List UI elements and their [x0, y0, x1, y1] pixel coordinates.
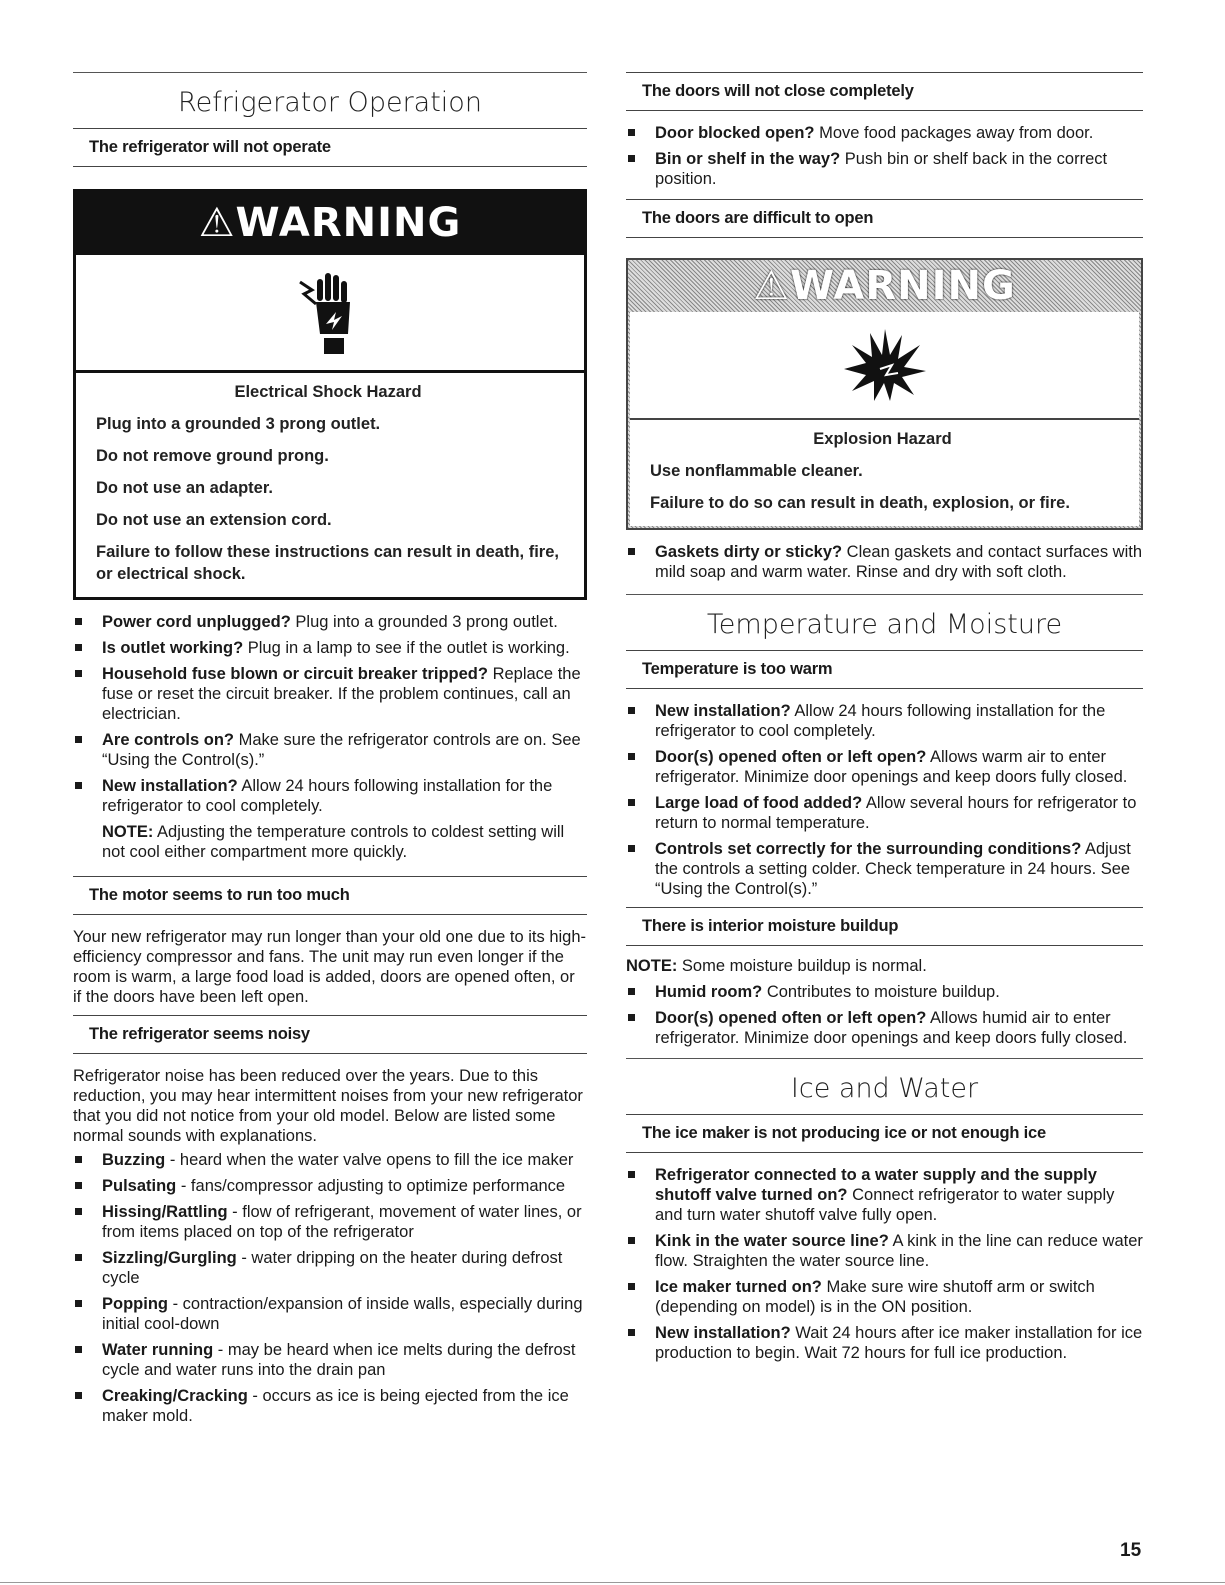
paragraph-motor: Your new refrigerator may run longer than your old one due to its high-efficiency compressor and fans. The unit may run even longer if the room is warm, a large food load is added, doors are opened often, or if the doors have been left open. [73, 928, 587, 1006]
list-item: Kink in the water source line? A kink in the line can reduce water flow. Straighten the water source line. [626, 1231, 1143, 1271]
bottom-rule [0, 1582, 1225, 1583]
list-moisture [626, 982, 1143, 1048]
electrical-shock-icon [76, 255, 584, 373]
list-item: Door(s) opened often or left open? Allows humid air to enter refrigerator. Minimize door openings and keep doors fully closed. [626, 1008, 1143, 1048]
warning-line: Plug into a grounded 3 prong outlet. [96, 415, 381, 433]
list-item: Hissing/Rattling - flow of refrigerant, movement of water lines, or from items placed on top of the refrigerator [73, 1202, 587, 1242]
warning-heading: ⚠WARNING [753, 263, 1016, 309]
left-column [73, 72, 587, 1432]
list-item: Are controls on? Make sure the refrigerator controls are on. See “Using the Control(s).” [73, 730, 587, 770]
list-item: Bin or shelf in the way? Push bin or shelf back in the correct position. [626, 149, 1143, 189]
warning-heading: ⚠WARNING [76, 192, 584, 255]
paragraph-noise: Refrigerator noise has been reduced over the years. Due to this reduction, you may hear intermittent noises from your new refrigerator that you did not notice from your old model. Below are listed some normal sounds with explanations. [73, 1067, 583, 1145]
list-gaskets [626, 542, 1143, 582]
subheading-doors-difficult: The doors are difficult to open [626, 199, 1143, 238]
list-item: Creaking/Cracking - occurs as ice is being ejected from the ice maker mold. [73, 1386, 587, 1426]
section-title-ice-water: Ice and Water [626, 1058, 1143, 1114]
list-item: Power cord unplugged? Plug into a grounded 3 prong outlet. [73, 612, 587, 632]
list-item: New installation? Wait 24 hours after ice maker installation for ice production to begin. Wait 72 hours for full ice production. [626, 1323, 1143, 1363]
list-item: Controls set correctly for the surrounding conditions? Adjust the controls a setting colder. Check temperature in 24 hours. See “Using the Control(s).” [626, 839, 1143, 899]
subheading-motor-runs-too-much: The motor seems to run too much [73, 876, 587, 915]
warning-line: Do not use an adapter. [96, 479, 273, 497]
list-item: Is outlet working? Plug in a lamp to see if the outlet is working. [73, 638, 587, 658]
section-title-refrigerator-operation: Refrigerator Operation [73, 72, 587, 128]
warning-line: Failure to follow these instructions can result in death, fire, or electrical shock. [96, 543, 559, 583]
list-item: Popping - contraction/expansion of inside walls, especially during initial cool-down [73, 1294, 587, 1334]
list-will-not-operate [73, 612, 587, 816]
list-ice-maker [626, 1165, 1143, 1363]
warning-line: Do not use an extension cord. [96, 511, 332, 529]
warning-line: Failure to do so can result in death, explosion, or fire. [650, 494, 1070, 512]
list-item: New installation? Allow 24 hours following installation for the refrigerator to cool completely. [626, 701, 1143, 741]
list-item: Gaskets dirty or sticky? Clean gaskets and contact surfaces with mild soap and warm water. Rinse and dry with soft cloth. [626, 542, 1143, 582]
subheading-temperature-too-warm: Temperature is too warm [626, 650, 1143, 689]
list-item: Household fuse blown or circuit breaker tripped? Replace the fuse or reset the circuit breaker. If the problem continues, call an electrician. [73, 664, 587, 724]
list-noises [73, 1150, 587, 1426]
explosion-icon [630, 312, 1139, 420]
list-item: Humid room? Contributes to moisture buildup. [626, 982, 1143, 1002]
list-item: Door blocked open? Move food packages away from door. [626, 123, 1143, 143]
list-item: Buzzing - heard when the water valve opens to fill the ice maker [73, 1150, 587, 1170]
list-item: Door(s) opened often or left open? Allows warm air to enter refrigerator. Minimize door openings and keep doors fully closed. [626, 747, 1143, 787]
page-number: 15 [1120, 1540, 1142, 1561]
subheading-moisture-buildup: There is interior moisture buildup [626, 907, 1143, 946]
list-item: Ice maker turned on? Make sure wire shutoff arm or switch (depending on model) is in the ON position. [626, 1277, 1143, 1317]
subheading-will-not-operate: The refrigerator will not operate [73, 128, 587, 167]
note: NOTE: Adjusting the temperature controls to coldest setting will not cool either compartment more quickly. [102, 823, 565, 861]
warning-line: Use nonflammable cleaner. [650, 462, 863, 480]
warning-box-explosion [626, 258, 1143, 530]
list-item: Sizzling/Gurgling - water dripping on the heater during defrost cycle [73, 1248, 587, 1288]
right-column [626, 72, 1143, 1369]
subheading-doors-will-not-close: The doors will not close completely [626, 72, 1143, 111]
subheading-seems-noisy: The refrigerator seems noisy [73, 1015, 587, 1054]
list-doors-close [626, 123, 1143, 189]
warning-box-electrical [73, 189, 587, 600]
list-item: Large load of food added? Allow several hours for refrigerator to return to normal temperature. [626, 793, 1143, 833]
list-temperature [626, 701, 1143, 899]
warning-line: Do not remove ground prong. [96, 447, 329, 465]
list-item: Pulsating - fans/compressor adjusting to optimize performance [73, 1176, 587, 1196]
list-item: Refrigerator connected to a water supply and the supply shutoff valve turned on? Connect refrigerator to water supply and turn water shutoff valve fully open. [626, 1165, 1143, 1225]
hazard-name: Explosion Hazard [813, 430, 952, 448]
subheading-ice-maker: The ice maker is not producing ice or not enough ice [626, 1114, 1143, 1153]
list-item: New installation? Allow 24 hours following installation for the refrigerator to cool completely. [73, 776, 587, 816]
section-title-temperature-moisture: Temperature and Moisture [626, 594, 1143, 650]
hazard-name: Electrical Shock Hazard [234, 383, 422, 401]
list-item: Water running - may be heard when ice melts during the defrost cycle and water runs into the drain pan [73, 1340, 587, 1380]
note: NOTE: Some moisture buildup is normal. [626, 957, 927, 975]
